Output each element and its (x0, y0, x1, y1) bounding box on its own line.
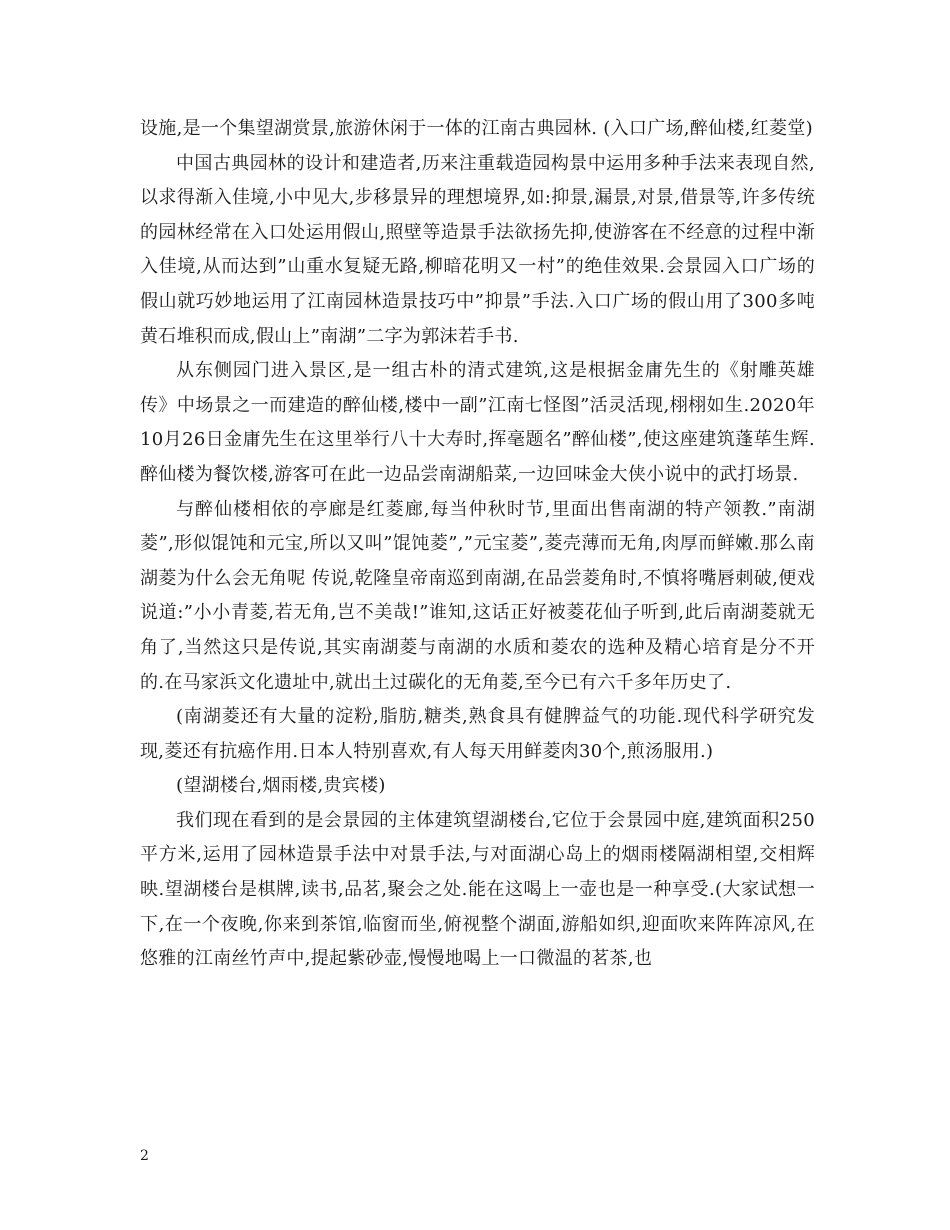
paragraph: (望湖楼台,烟雨楼,贵宾楼) (176, 775, 386, 797)
paragraph: 从东侧园门进入景区,是一组古朴的清式建筑,这是根据金庸先生的《射雕英雄传》中场景之一而建造的醉仙楼,楼中一副”江南七怪图”活灵活现,栩栩如生.2020年10月26日金庸先生在这里举行八十大寿时,挥毫题名”醉仙楼”,使这座建筑蓬荜生辉.醉仙楼为餐饮楼,游客可在此一边品尝南湖船菜,一边回味金大侠小说中的武打场景. (140, 360, 815, 485)
paragraph: (南湖菱还有大量的淀粉,脂肪,糖类,熟食具有健脾益气的功能.现代科学研究发现,菱还有抗癌作用.日本人特别喜欢,有人每天用鲜菱肉30个,煎汤服用.) (140, 706, 815, 762)
paragraph: 设施,是一个集望湖赏景,旅游休闲于一体的江南古典园林. (入口广场,醉仙楼,红菱堂) (140, 118, 813, 139)
paragraph: 与醉仙楼相依的亭廊是红菱廊,每当仲秋时节,里面出售南湖的特产领教.”南湖菱”,形似馄饨和元宝,所以又叫”馄饨菱”,”元宝菱”,菱壳薄而无角,肉厚而鲜嫩.那么南湖菱为什么会无角呢 传说,乾隆皇帝南巡到南湖,在品尝菱角时,不慎将嘴唇刺破,便戏说道:”小小青菱,若无角,岂不美哉!”谁知,这话正好被菱花仙子听到,此后南湖菱就无角了,当然这只是传说,其实南湖菱与南湖的水质和菱农的选种及精心培育是分不开的.在马家浜文化遗址中,就出土过碳化的无角菱,至今已有六千多年历史了. (140, 498, 815, 693)
paragraph: 我们现在看到的是会景园的主体建筑望湖楼台,它位于会景园中庭,建筑面积250平方米,运用了园林造景手法中对景手法,与对面湖心岛上的烟雨楼隔湖相望,交相辉映.望湖楼台是棋牌,读书,品茗,聚会之处.能在这喝上一壶也是一种享受.(大家试想一下,在一个夜晚,你来到茶馆,临窗而坐,俯视整个湖面,游船如织,迎面吹来阵阵凉风,在悠雅的江南丝竹声中,提起紫砂壶,慢慢地喝上一口微温的茗茶,也 (140, 809, 815, 970)
paragraph: 中国古典园林的设计和建造者,历来注重载造园构景中运用多种手法来表现自然,以求得渐入佳境,小中见大,步移景异的理想境界,如:抑景,漏景,对景,借景等,许多传统的园林经常在入口处运用假山,照壁等造景手法欲扬先抑,使游客在不经意的过程中渐入佳境,从而达到”山重水复疑无路,柳暗花明又一村”的绝佳效果.会景园入口广场的假山就巧妙地运用了江南园林造景技巧中”抑景”手法.入口广场的假山用了300多吨黄石堆积而成,假山上”南湖”二字为郭沫若手书. (140, 152, 815, 347)
body-text (140, 112, 815, 977)
page-number: 2 (140, 1148, 149, 1164)
